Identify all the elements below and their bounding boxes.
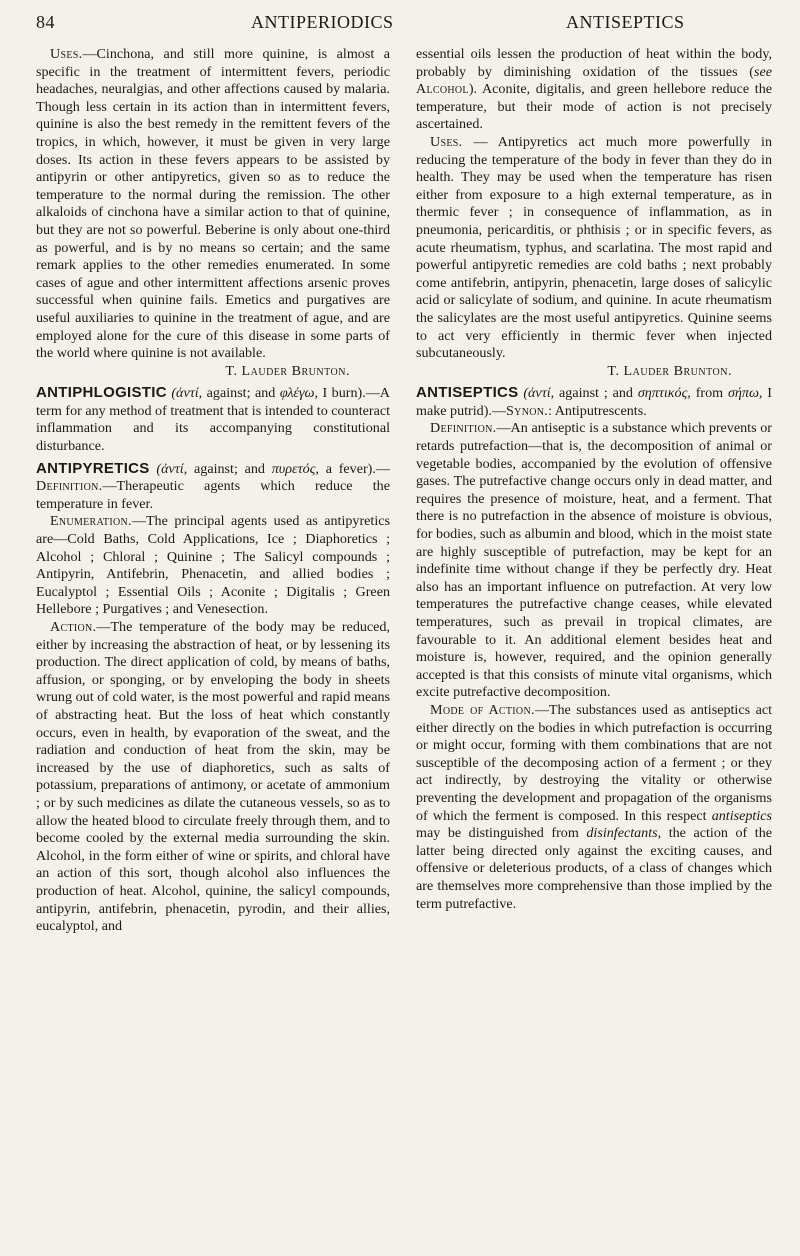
entry-text: a fever).—: [318, 460, 390, 477]
running-head: [36, 12, 770, 36]
antiperiodics-uses-paragraph: [36, 46, 390, 363]
definition-paragraph: [416, 420, 772, 702]
left-column: [36, 46, 390, 936]
action-label: Action.: [50, 619, 97, 635]
emphasis-disinfectants: disinfectants: [586, 825, 658, 842]
uses-label: Uses.: [50, 46, 83, 62]
antipyretics-entry: [36, 460, 390, 514]
right-column: [416, 46, 772, 913]
entry-text: I make putrid).—: [416, 385, 773, 419]
headword-antiphlogistic: ANTIPHLOGISTIC: [36, 384, 167, 402]
right-running-title: ANTISEPTICS: [566, 12, 685, 32]
etymology-text: against; and: [187, 460, 272, 477]
signature: T. Lauder Brunton.: [607, 362, 732, 379]
action-text: —The temperature of the body may be reduced, either by increasing the abstraction of heat, or by lessening its production. The direct application of cold, by means of baths, affusion, or sponging, or by enveloping the body in sheets wrung out of cold water, is the most powerful and rapid means of abstracting heat. But the loss of heat which constantly occurs, even in health, by evaporation of the sweat, and the radiation and conduction of heat from the skin, may be increased by the use of diaphoretics, such as salts of potassium, preparations of antimony, or acetate of ammonium ; or by such medicines as dilate the cutaneous vessels, so as to allow the heated blood to circulate freely through them, and to become cooled by the external media surrounding the skin. Alcohol, in the form either of wine or spirits, and chloral have an action of this sort, though alcohol also influences the production of heat. Alcohol, quinine, the salicyl compounds, antipyrin, antifebrin, phenacetin, pyrodin, and their allies, eucalyptol, and: [36, 619, 390, 935]
mode-of-action-paragraph: [416, 702, 772, 913]
entry-text: I burn).—A term for any method of treatment that is intended to counteract inflammation and its accompanying constitutional disturbance.: [36, 385, 390, 455]
enumeration-label: Enumeration.: [50, 513, 132, 530]
see-reference: see: [754, 63, 772, 80]
etymology-greek: (ἀντί,: [171, 385, 203, 402]
etymology-greek: σηπτικός,: [637, 385, 691, 402]
uses-label: Uses.: [430, 133, 463, 150]
etymology-text: against; and: [202, 385, 280, 402]
headword-antiseptics: ANTISEPTICS: [416, 384, 519, 402]
etymology-greek: πυρετός,: [271, 460, 319, 477]
action-paragraph: [36, 619, 390, 936]
antiphlogistic-entry: [36, 384, 390, 455]
headword-antipyretics: ANTIPYRETICS: [36, 459, 150, 477]
definition-text: —Therapeutic agents which reduce the temperature in fever.: [36, 478, 390, 512]
synonym-label: Synon.: [506, 402, 549, 419]
etymology-greek: σήπω,: [727, 385, 763, 402]
definition-label: Definition.: [430, 420, 497, 437]
etymology-text: against ; and: [554, 385, 638, 402]
signature: T. Lauder Brunton.: [225, 362, 350, 379]
left-running-title: ANTIPERIODICS: [251, 12, 394, 32]
continuation-text: essential oils lessen the production of heat within the body, probably by diminishing oxidation of the tissues (: [416, 46, 772, 80]
continuation-paragraph: [416, 46, 772, 134]
page-number: 84: [36, 12, 55, 32]
uses-text: —Cinchona, and still more quinine, is almost a specific in the treatment of intermittent fevers, periodic headaches, neuralgias, and other affections caused by malaria. Though less certain in its action than in intermittent fevers, quinine is also the best remedy in the remittent fevers of the tropics, in which, however, it must be given in very large doses. Its action in these fevers appears to be assisted by antipyrin or other antipyretics, given so as to reduce the temperature to the normal during the remission. The other alkaloids of cinchona have a similar action to that of quinine, but they are not so powerful. Beberine is only about one-third as powerful, and is by no means so certain; and the same remark applies to the other remedies enumerated. In some cases of ague and other intermittent affections arsenic proves successful when quinine fails. Emetics and purgatives are useful auxiliaries to quinine in the treatment of ague, and are employed alone for the cure of this disease in some parts of the world where quinine is not available.: [36, 46, 390, 362]
antiseptics-entry: [416, 384, 772, 420]
uses-text: — Antipyretics act much more powerfully in reducing the temperature of the body in fever than they do in health. They may be used when the temperature has risen either from exposure to a high external temperature, as in thermic fever ; in consequence of inflammation, as in pneumonia, pericarditis, or phthisis ; or in specific fevers, as acute rheumatism, typhus, and scarlatina. The most rapid and powerful antipyretic remedies are cold baths ; next probably come antifebrin, antipyrin, phenacetin, large doses of salicylic acid or salicylate of sodium, and quinine. In acute rheumatism the salicylates are the most useful antipyretics. Quinine seems to act very efficiently in thermic fever when injected subcutaneously.: [416, 133, 772, 362]
continuation-text: ). Aconite, digitalis, and green hellebore reduce the temperature, but their mode of action is not precisely ascertained.: [416, 81, 772, 133]
emphasis-antiseptics: antiseptics: [711, 807, 772, 824]
etymology-greek: φλέγω,: [279, 385, 319, 402]
antipyretics-uses-paragraph: [416, 134, 772, 363]
definition-text: —An antiseptic is a substance which prevents or retards putrefaction—that is, the decomposition of animal or vegetable bodies, accompanied by the evolution of offensive gases. The putrefactive change occurs only in dead matter, and requires the presence of moisture, heat, and a ferment. That there is no putrefaction in the absence of moisture is obvious, for bodies, such as albumin and blood, which in the moist state are highly susceptible of putrefaction, may be kept for an indefinite time without change if they be perfectly dry. Heat also has an important influence on putrefaction. At very low temperatures the putrefactive change ceases, while elevated temperatures, such as prevail in tropical climates, are favourable to it. An additional element besides heat and moisture is, however, required, and the opinion generally accepted is that this consists of minute vital organisms, which excite putrefactive decomposition.: [416, 420, 772, 701]
definition-label: Definition.: [36, 478, 103, 495]
mode-text: , the action of the latter being directed only against the exciting causes, and offensive or deleterious products, of a class of changes which are themselves more comprehensive than those implied by the term putrefactive.: [416, 825, 772, 912]
synonym-text: : Antiputrescents.: [548, 402, 647, 419]
etymology-text: from: [690, 385, 728, 402]
etymology-greek: (ἀντί,: [156, 460, 188, 477]
mode-text: —The substances used as antiseptics act either directly on the bodies in which putrefaction is occurring or might occur, forming with them combinations that are not susceptible of the decomposing action of a ferment ; or they act indirectly, by destroying the vitality or otherwise preventing the development and propagation of the organisms of which the ferment is composed. In this respect: [416, 701, 772, 824]
enumeration-text: —The principal agents used as antipyretics are—Cold Baths, Cold Applications, Ice ; Diaphoretics ; Alcohol ; Chloral ; Quinine ; The Salicyl compounds ; Antipyrin, Antifebrin, Phenacetin, and allied bodies ; Eucalyptol ; Essential Oils ; Aconite ; Digitalis ; Green Hellebore ; Purgatives ; and Venesection.: [36, 513, 390, 618]
mode-text: may be distinguished from: [416, 825, 587, 842]
mode-of-action-label: Mode of Action.: [430, 701, 535, 718]
enumeration-paragraph: [36, 513, 390, 619]
etymology-greek: (ἀντί,: [523, 385, 555, 402]
cross-reference-alcohol: Alcohol: [416, 81, 469, 98]
